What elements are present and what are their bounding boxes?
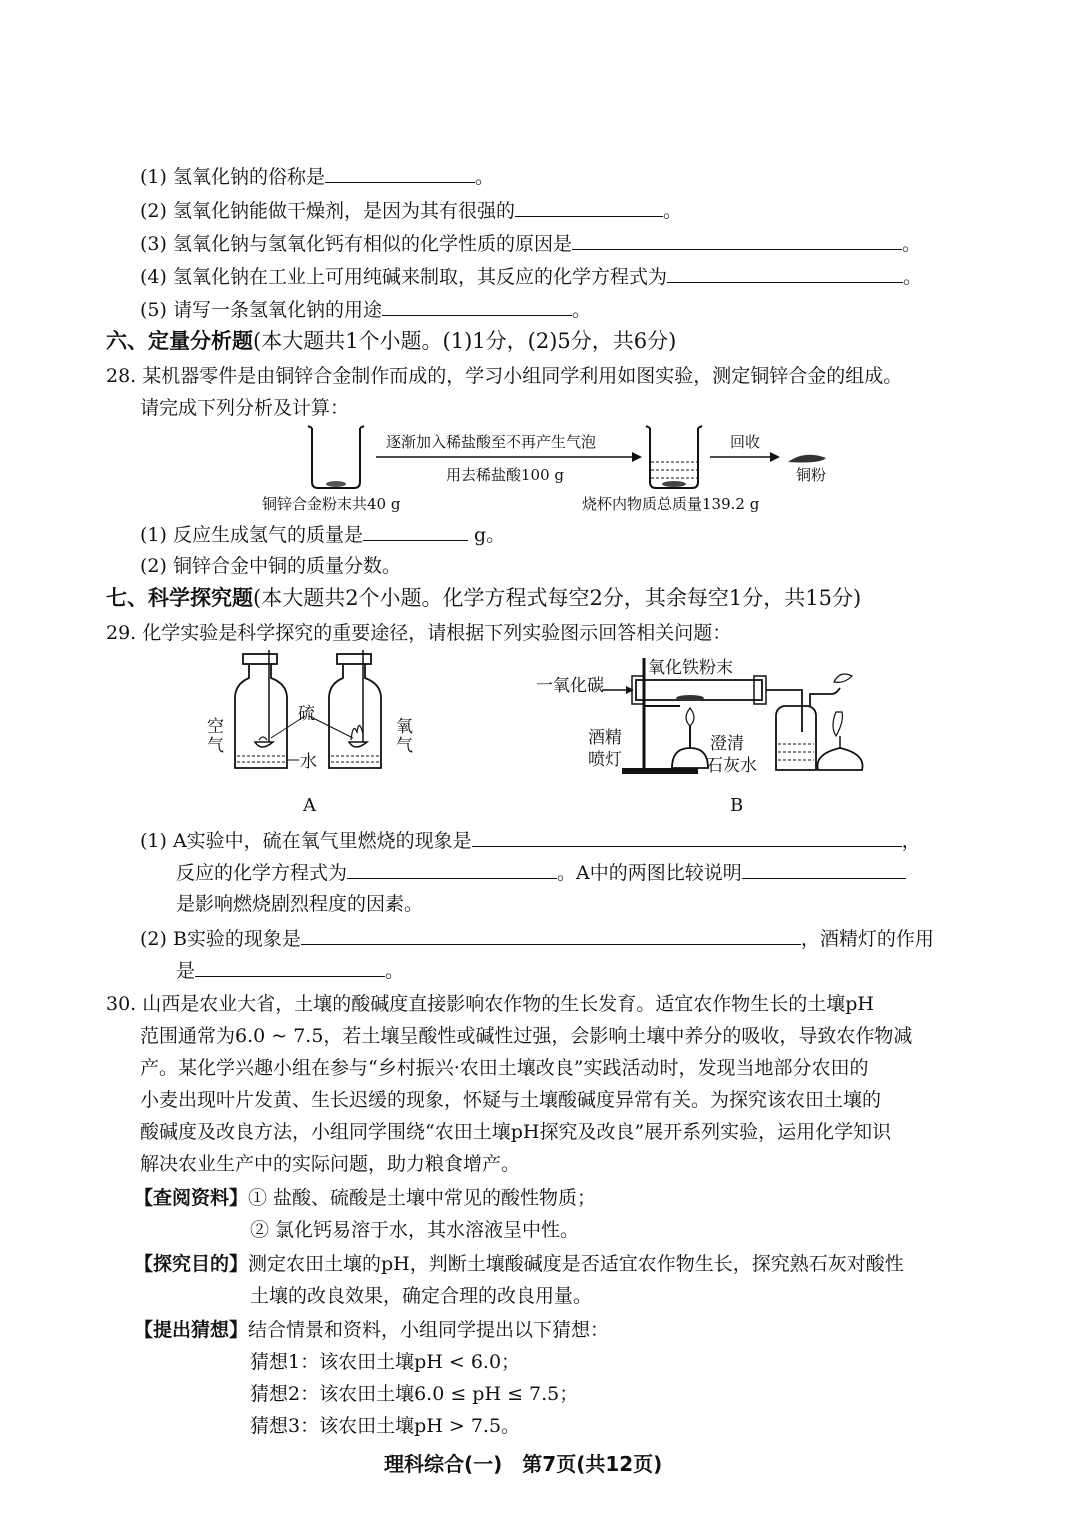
jar-oxygen-icon (329, 650, 381, 768)
q29-item-1b: 反应的化学方程式为 。A中的两图比较说明 (176, 858, 906, 887)
q27-item-3: (3) 氢氧化钠与氢氧化钙有相似的化学性质的原因是 。 (140, 229, 921, 258)
q28-stem-line-2: 请完成下列分析及计算： (140, 397, 350, 419)
q30-goal-2: 土壤的改良效果，确定合理的改良用量。 (250, 1285, 593, 1307)
q30-hypothesis-1: 猜想1：该农田土壤pH < 6.0； (250, 1351, 521, 1373)
arrow-1-top-label: 逐渐加入稀盐酸至不再产生气泡 (386, 433, 597, 451)
answer-blank[interactable] (325, 162, 475, 183)
reaction-arrow-1 (376, 452, 642, 462)
label-lamp-line-2: 喷灯 (588, 750, 622, 770)
q30-reference-2: ② 氯化钙易溶于水，其水溶液呈中性。 (250, 1219, 580, 1241)
jar-air-icon (235, 650, 287, 768)
q30-reference-1: 【查阅资料】① 盐酸、硫酸是土壤中常见的酸性物质； (134, 1187, 597, 1209)
q29-stem: 29. 化学实验是科学探究的重要途径，请根据下列实验图示回答相关问题： (106, 622, 732, 644)
q30-goal-1: 【探究目的】测定农田土壤的pH，判断土壤酸碱度是否适宜农作物生长，探究熟石灰对酸性 (134, 1253, 904, 1275)
hypothesis-tag: 【提出猜想】 (134, 1319, 249, 1341)
label-sulfur: 硫 (298, 704, 315, 724)
q29-item-2a: (2) B实验的现象是 ，酒精灯的作用 (140, 924, 934, 953)
arrow-2-top-label: 回收 (730, 433, 761, 451)
answer-blank[interactable] (382, 295, 572, 316)
beaker-2-icon (646, 426, 702, 488)
answer-blank[interactable] (472, 826, 902, 847)
q28-stem-line-1: 28. 某机器零件是由铜锌合金制作而成的，学习小组同学利用如图实验，测定铜锌合金的组成。 (106, 365, 903, 387)
page-footer: 理科综合(一) 第7页(共12页) (384, 1452, 663, 1476)
copper-powder-label: 铜粉 (796, 466, 827, 484)
q30-line-2: 范围通常为6.0 ~ 7.5，若土壤呈酸性或碱性过强，会影响土壤中养分的吸收，导致农作物减 (140, 1025, 913, 1047)
beaker-1-icon (308, 426, 364, 488)
q30-hypothesis-2: 猜想2：该农田土壤6.0 ≤ pH ≤ 7.5； (250, 1383, 579, 1405)
label-oxygen: 氧气 (396, 717, 413, 756)
figure-a-label: A (303, 795, 316, 816)
q27-item-2: (2) 氢氧化钠能做干燥剂，是因为其有很强的 。 (140, 196, 682, 225)
q29-item-2b: 是 。 (176, 956, 404, 985)
label-water: 水 (300, 752, 317, 772)
q30-line-3: 产。某化学兴趣小组在参与“乡村振兴·农田土壤改良”实践活动时，发现当地部分农田的 (140, 1057, 869, 1079)
beaker-2-caption: 烧杯内物质总质量139.2 g (582, 495, 760, 513)
answer-blank[interactable] (572, 229, 902, 250)
q28-item-1: (1) 反应生成氢气的质量是 g。 (140, 520, 505, 549)
label-air: 空气 (207, 717, 224, 756)
q30-line-1: 30. 山西是农业大省，土壤的酸碱度直接影响农作物的生长发育。适宜农作物生长的土壤pH (106, 993, 874, 1015)
q27-item-4: (4) 氢氧化钠在工业上可用纯碱来制取，其反应的化学方程式为 。 (140, 262, 922, 291)
answer-blank[interactable] (742, 858, 906, 879)
answer-blank[interactable] (667, 262, 903, 283)
label-iron-oxide-powder: 氧化铁粉末 (648, 658, 733, 678)
label-carbon-monoxide: 一氧化碳 (536, 676, 604, 696)
goal-tag: 【探究目的】 (134, 1253, 249, 1275)
label-limewater-line-2: 石灰水 (706, 756, 757, 776)
section-7-heading: 七、科学探究题(本大题共2个小题。化学方程式每空2分，其余每空1分，共15分) (106, 586, 862, 610)
copper-powder-icon (788, 455, 826, 463)
q30-hypothesis-3: 猜想3：该农田土壤pH > 7.5。 (250, 1415, 521, 1437)
figure-b-label: B (730, 795, 744, 816)
alcohol-blast-lamp-icon (672, 708, 708, 768)
q27-item-1: (1) 氢氧化钠的俗称是 。 (140, 162, 494, 191)
arrow-1-bottom-label: 用去稀盐酸100 g (446, 466, 565, 484)
q28-item-2: (2) 铜锌合金中铜的质量分数。 (140, 555, 401, 577)
reaction-arrow-2 (710, 452, 780, 462)
answer-blank[interactable] (301, 924, 801, 945)
limewater-bottle-icon (776, 706, 816, 770)
label-limewater-line-1: 澄清 (710, 734, 744, 754)
beaker-1-caption: 铜锌合金粉末共40 g (262, 495, 401, 513)
reference-tag: 【查阅资料】 (134, 1187, 249, 1209)
answer-blank[interactable] (195, 956, 385, 977)
section-6-heading: 六、定量分析题(本大题共1个小题。(1)1分，(2)5分，共6分) (106, 329, 677, 353)
q30-hypothesis-intro: 【提出猜想】结合情景和资料，小组同学提出以下猜想： (134, 1319, 610, 1341)
answer-blank[interactable] (347, 858, 557, 879)
q30-line-4: 小麦出现叶片发黄、生长迟缓的现象，怀疑与土壤酸碱度异常有关。为探究该农田土壤的 (140, 1089, 882, 1111)
answer-blank[interactable] (515, 196, 663, 217)
q28-apparatus-diagram (300, 420, 860, 490)
q29-item-1c: 是影响燃烧剧烈程度的因素。 (176, 893, 424, 915)
q30-line-6: 解决农业生产中的实际问题，助力粮食增产。 (140, 1153, 521, 1175)
q27-item-5: (5) 请写一条氢氧化钠的用途 。 (140, 295, 591, 324)
answer-blank[interactable] (363, 520, 468, 541)
q29-item-1a: (1) A实验中，硫在氧气里燃烧的现象是 ， (140, 826, 921, 855)
q30-line-5: 酸碱度及改良方法，小组同学围绕“农田土壤pH探究及改良”展开系列实验，运用化学知识 (140, 1121, 892, 1143)
label-lamp-line-1: 酒精 (588, 728, 622, 748)
